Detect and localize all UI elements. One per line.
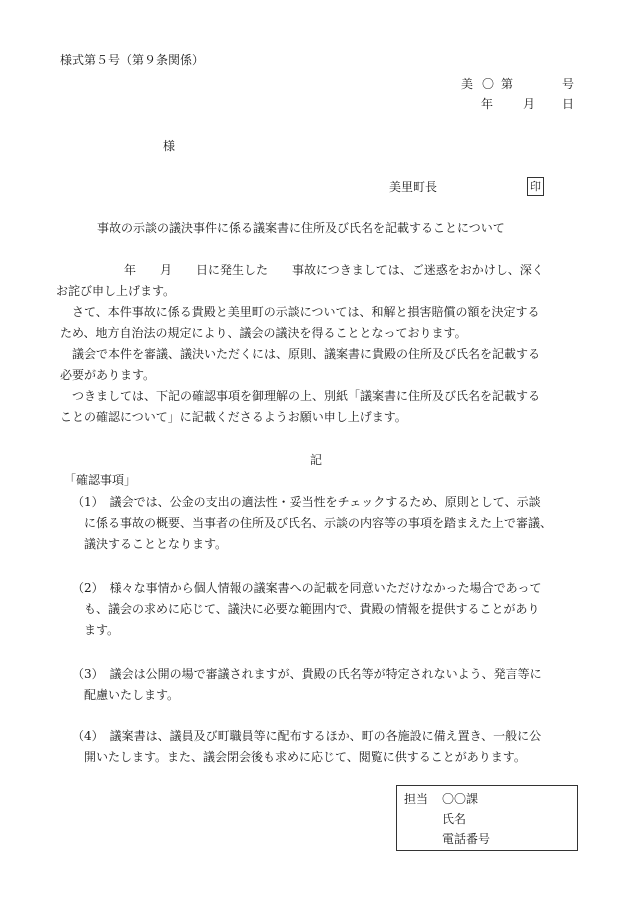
body-line: 議会で本件を審議、議決いただくには、原則、議案書に貴殿の住所及び氏名を記載する <box>72 347 541 361</box>
body-paragraph-1 <box>56 260 578 302</box>
contact-name-label: 氏名 <box>442 812 467 826</box>
body-line: つきましては、下記の確認事項を御理解の上、別紙「議案書に住所及び氏名を記載する <box>72 389 541 403</box>
body-line: お詫び申し上げます。 <box>56 284 176 298</box>
confirm-item-line: も、議会の求めに応じて、議決に必要な範囲内で、貴殿の情報を提供することがあり <box>84 602 540 616</box>
date-day: 日 <box>562 97 575 111</box>
addressee-sama: 様 <box>163 139 176 153</box>
contact-tanto-label: 担当 <box>404 792 429 806</box>
confirm-item-number: （4） <box>72 729 104 743</box>
contact-section: 〇〇課 <box>442 792 479 806</box>
confirm-heading: 「確認事項」 <box>64 473 137 487</box>
confirm-item-line: ます。 <box>84 623 120 637</box>
doc-number-go: 号 <box>562 77 575 91</box>
confirm-item-2 <box>72 578 578 641</box>
confirm-item-line: に係る事故の概要、当事者の住所及び氏名、示談の内容等の事項を踏まえた上で審議、 <box>84 516 553 530</box>
confirm-item-4 <box>72 726 578 768</box>
confirm-item-line: （2） 様々な事情から個人情報の議案書への記載を同意いただけなかった場合であって <box>72 581 542 595</box>
confirm-item-line: 配慮いたします。 <box>84 688 180 702</box>
doc-number-prefix: 美 <box>461 77 474 91</box>
contact-box <box>396 785 578 851</box>
body-paragraph-4 <box>60 386 578 428</box>
body-paragraph-3 <box>60 344 578 386</box>
doc-number-circle: 〇 <box>482 77 495 91</box>
form-header: 様式第５号（第９条関係） <box>60 53 205 67</box>
confirm-item-1 <box>72 492 578 555</box>
body-line: さて、本件事故に係る貴殿と美里町の示談については、和解と損害賠償の額を決定する <box>72 305 540 319</box>
sender: 美里町長 <box>389 180 438 194</box>
seal-stamp: 印 <box>527 177 544 196</box>
confirm-item-line: （3） 議会は公開の場で審議されますが、貴殿の氏名等が特定されないよう、発言等に <box>72 667 542 681</box>
contact-phone-label: 電話番号 <box>442 832 491 846</box>
body-line: ことの確認について」に記載くださるようお願い申し上げます。 <box>60 410 407 424</box>
document-title: 事故の示談の議決事件に係る議案書に住所及び氏名を記載することについて <box>97 221 505 235</box>
doc-number-dai: 第 <box>501 77 514 91</box>
body-line: 年 月 日に発生した 事故につきましては、ご迷惑をおかけし、深く <box>124 263 544 277</box>
date-year: 年 <box>481 97 494 111</box>
confirm-item-line: 開いたします。また、議会閉会後も求めに応じて、閲覧に供することがあります。 <box>84 750 526 764</box>
ki-marker: 記 <box>310 453 323 467</box>
confirm-item-number: （3） <box>72 667 104 681</box>
body-line: ため、地方自治法の規定により、議会の議決を得ることとなっております。 <box>60 326 467 340</box>
confirm-item-line: 議決することとなります。 <box>84 537 228 551</box>
confirm-item-number: （1） <box>72 495 104 509</box>
body-paragraph-2 <box>60 302 578 344</box>
confirm-item-3 <box>72 664 578 706</box>
confirm-item-line: （4） 議案書は、議員及び町職員等に配布するほか、町の各施設に備え置き、一般に公 <box>72 729 542 743</box>
date-month: 月 <box>523 97 536 111</box>
confirm-item-number: （2） <box>72 581 104 595</box>
body-line: 必要があります。 <box>60 368 156 382</box>
confirm-item-line: （1） 議会では、公金の支出の適法性・妥当性をチェックするため、原則として、示談 <box>72 495 541 509</box>
